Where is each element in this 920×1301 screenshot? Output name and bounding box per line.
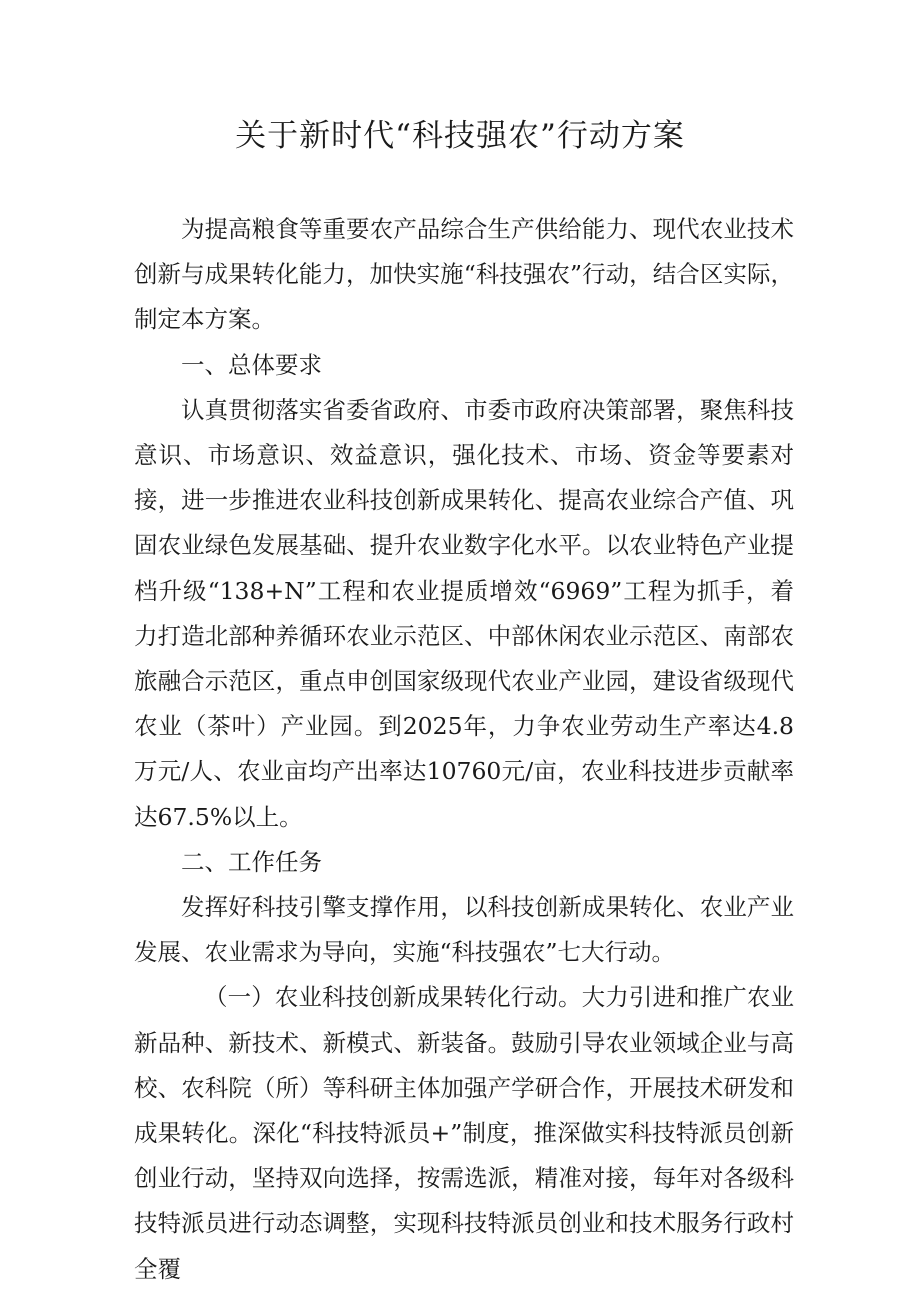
section-heading-general-requirements: 一、总体要求: [181, 350, 322, 379]
action-one-paragraph: （一）农业科技创新成果转化行动。大力引进和推广农业新品种、新技术、新模式、新装备。鼓励引导农业领域企业与高校、农科院（所）等科研主体加强产学研合作，开展技术研发和成果转化。深化“科技特派员+”制度，推深做实科技特派员创新创业行动，坚持双向选择，按需选派，精准对接，每年对各级科技特派员进行动态调整，实现科技特派员创业和技术服务行政村全覆: [134, 983, 794, 1283]
intro-paragraph: 为提高粮食等重要农产品综合生产供给能力、现代农业技术创新与成果转化能力，加快实施“科技强农”行动，结合区实际，制定本方案。: [134, 215, 794, 334]
document-title: 关于新时代“科技强农”行动方案: [235, 118, 685, 154]
section-heading-work-tasks: 二、工作任务: [181, 847, 322, 876]
document-body: [134, 207, 794, 1292]
general-requirements-paragraph: 认真贯彻落实省委省政府、市委市政府决策部署，聚焦科技意识、市场意识、效益意识，强化技术、市场、资金等要素对接，进一步推进农业科技创新成果转化、提高农业综合产值、巩固农业绿色发展基础、提升农业数字化水平。以农业特色产业提档升级“138+N”工程和农业提质增效“6969”工程为抓手，着力打造北部种养循环农业示范区、中部休闲农业示范区、南部农旅融合示范区，重点申创国家级现代农业产业园，建设省级现代农业（茶叶）产业园。到2025年，力争农业劳动生产率达4.8万元/人、农业亩均产出率达10760元/亩，农业科技进步贡献率达67.5%以上。: [134, 395, 794, 831]
work-tasks-paragraph: 发挥好科技引擎支撑作用，以科技创新成果转化、农业产业发展、农业需求为导向，实施“科技强农”七大行动。: [134, 893, 794, 967]
